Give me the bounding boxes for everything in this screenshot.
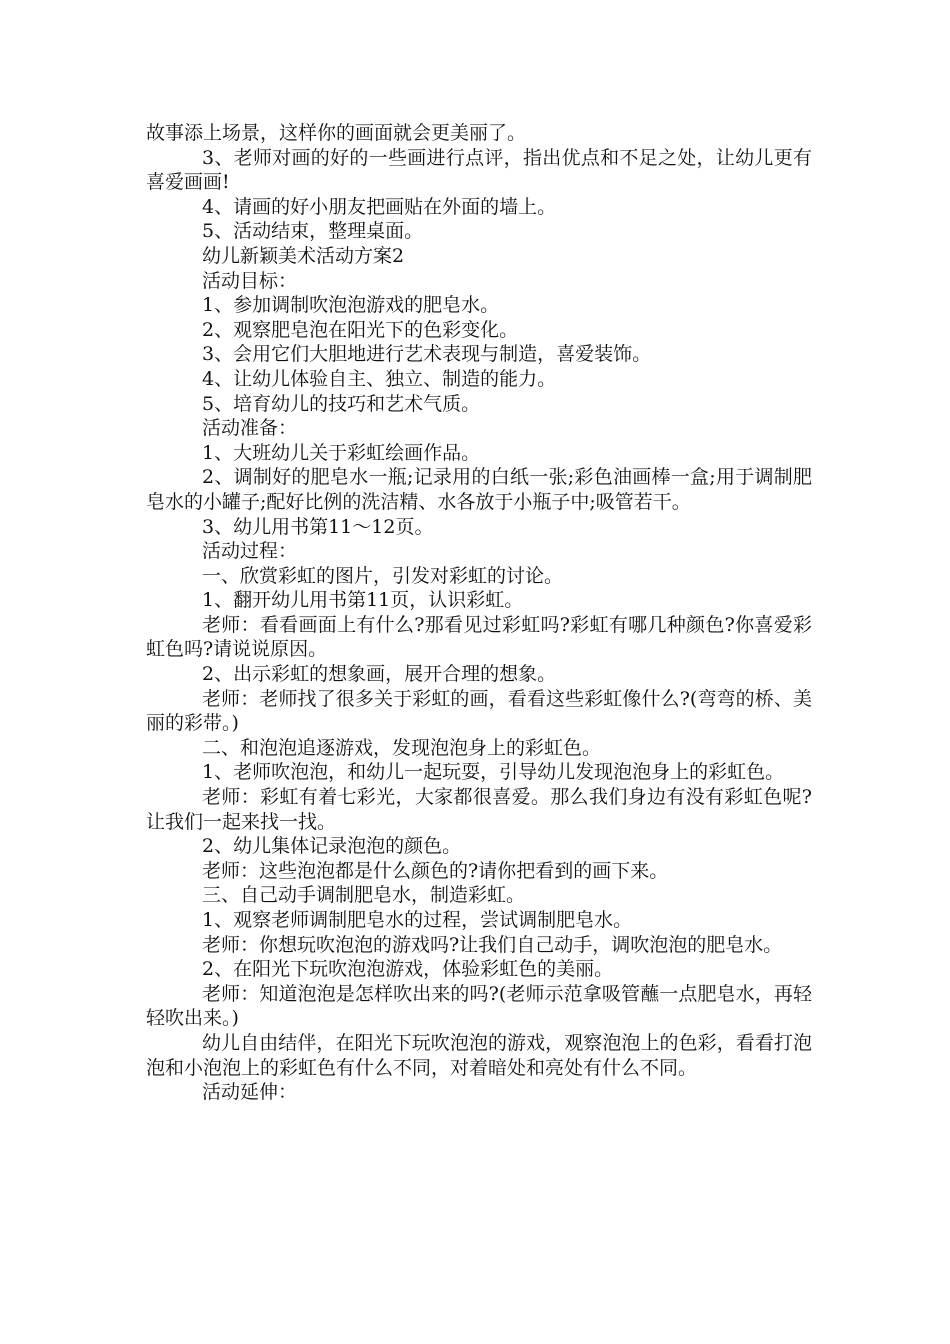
- paragraph: 活动目标：: [202, 269, 298, 292]
- paragraph: 4、请画的好小朋友把画贴在外面的墙上。: [202, 195, 557, 218]
- paragraph: 1、老师吹泡泡，和幼儿一起玩耍，引导幼儿发现泡泡身上的彩虹色。: [202, 761, 785, 784]
- paragraph: 2、出示彩虹的想象画，展开合理的想象。: [202, 663, 557, 686]
- paragraph: 三、自己动手调制肥皂水，制造彩虹。: [202, 884, 526, 907]
- paragraph: 二、和泡泡追逐游戏，发现泡泡身上的彩虹色。: [202, 736, 602, 759]
- paragraph: 活动延伸：: [202, 1081, 298, 1104]
- paragraph: 故事添上场景，这样你的画面就会更美丽了。: [146, 122, 527, 144]
- paragraph: 1、参加调制吹泡泡游戏的肥皂水。: [202, 294, 500, 317]
- paragraph: 老师：这些泡泡都是什么颜色的?请你把看到的画下来。: [202, 859, 669, 882]
- paragraph: 2、调制好的肥皂水一瓶;记录用的白纸一张;彩色油画棒一盒;用于调制肥皂水的小罐子;配好比例的洗洁精、水各放于小瓶子中;吸管若干。: [146, 466, 812, 513]
- paragraph: 幼儿新颖美术活动方案2: [202, 244, 405, 267]
- paragraph: 活动准备：: [202, 417, 298, 440]
- paragraph: 5、培育幼儿的技巧和艺术气质。: [202, 392, 481, 415]
- paragraph: 老师：彩虹有着七彩光，大家都很喜爱。那么我们身边有没有彩虹色呢?让我们一起来找一找。: [146, 786, 812, 833]
- paragraph: 2、观察肥皂泡在阳光下的色彩变化。: [202, 318, 519, 341]
- paragraph: 1、观察老师调制肥皂水的过程，尝试调制肥皂水。: [202, 909, 633, 931]
- paragraph: 老师：老师找了很多关于彩虹的画，看看这些彩虹像什么?(弯弯的桥、美丽的彩带。): [146, 687, 812, 735]
- paragraph: 1、翻开幼儿用书第11页，认识彩虹。: [202, 589, 524, 612]
- paragraph: 老师：看看画面上有什么?那看见过彩虹吗?彩虹有哪几种颜色?你喜爱彩虹色吗?请说说原因。: [146, 613, 812, 661]
- paragraph: 2、幼儿集体记录泡泡的颜色。: [202, 835, 462, 858]
- paragraph: 1、大班幼儿关于彩虹绘画作品。: [202, 441, 481, 464]
- paragraph: 幼儿自由结伴，在阳光下玩吹泡泡的游戏，观察泡泡上的色彩，看看打泡泡和小泡泡上的彩虹色有什么不同，对着暗处和亮处有什么不同。: [146, 1031, 812, 1079]
- paragraph: 2、在阳光下玩吹泡泡游戏，体验彩虹色的美丽。: [202, 958, 614, 981]
- document-body: [146, 121, 812, 1105]
- paragraph: 一、欣赏彩虹的图片，引发对彩虹的讨论。: [202, 564, 564, 587]
- paragraph: 5、活动结束，整理桌面。: [202, 220, 424, 243]
- paragraph: 4、让幼儿体验自主、独立、制造的能力。: [202, 367, 557, 390]
- paragraph: 老师：你想玩吹泡泡的游戏吗?让我们自己动手，调吹泡泡的肥皂水。: [202, 933, 783, 956]
- paragraph: 3、老师对画的好的一些画进行点评，指出优点和不足之处，让幼儿更有喜爱画画!: [146, 146, 812, 194]
- paragraph: 3、幼儿用书第11～12页。: [202, 515, 434, 538]
- paragraph: 活动过程：: [202, 540, 298, 563]
- paragraph: 老师：知道泡泡是怎样吹出来的吗?(老师示范拿吸管蘸一点肥皂水，再轻轻吹出来。): [146, 982, 812, 1030]
- paragraph: 3、会用它们大胆地进行艺术表现与制造，喜爱装饰。: [202, 343, 652, 366]
